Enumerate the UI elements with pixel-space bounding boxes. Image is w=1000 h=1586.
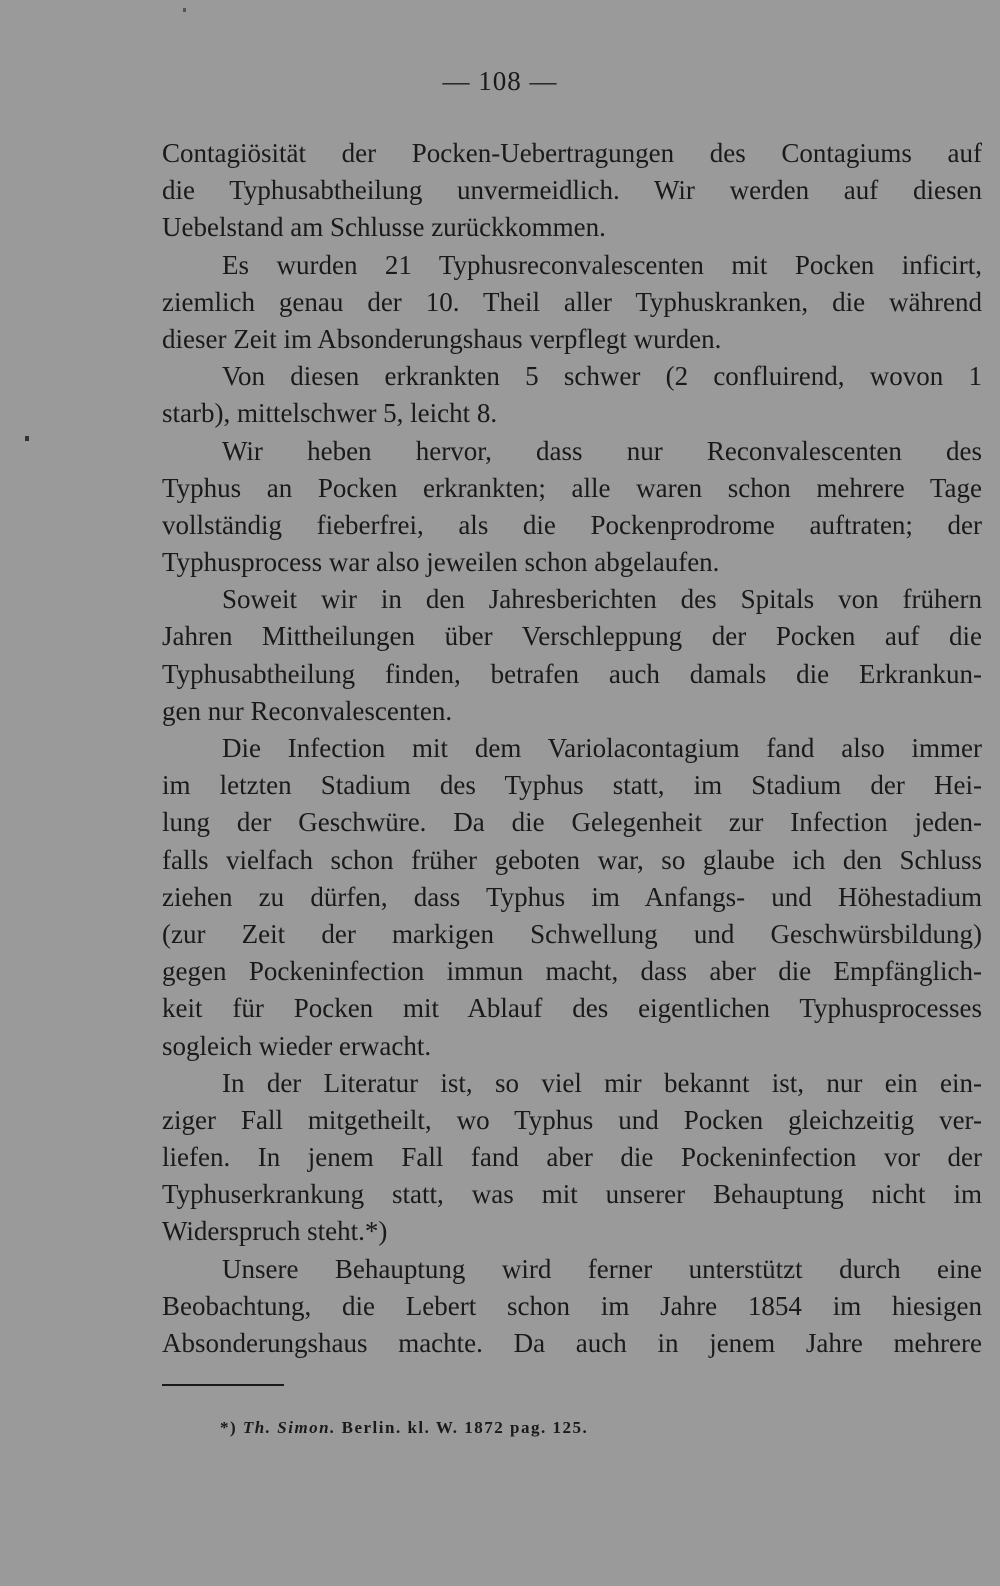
text-line: Typhuserkrankung statt, was mit unserer Behauptung nicht im: [162, 1179, 982, 1210]
text-line: liefen. In jenem Fall fand aber die Pockeninfection vor der: [162, 1142, 982, 1173]
footnote-source: Berlin. kl. W. 1872 pag. 125.: [341, 1418, 589, 1437]
text-line: Absonderungshaus machte. Da auch in jenem Jahre mehrere: [162, 1328, 982, 1358]
text-line: Typhus an Pocken erkrankten; alle waren schon mehrere Tage: [162, 472, 982, 503]
text-line: (zur Zeit der markigen Schwellung und Geschwürsbildung): [162, 918, 982, 949]
text-line: gegen Pockeninfection immun macht, dass aber die Empfänglich-: [162, 956, 982, 987]
text-line: ziehen zu dürfen, dass Typhus im Anfangs- und Höhestadium: [162, 881, 982, 912]
text-line: ziemlich genau der 10. Theil aller Typhuskranken, die während: [162, 286, 982, 317]
footnote: [220, 1418, 588, 1438]
text-line: im letzten Stadium des Typhus statt, im Stadium der Hei-: [162, 770, 982, 801]
text-line: ziger Fall mitgetheilt, wo Typhus und Pocken gleichzeitig ver-: [162, 1104, 982, 1135]
text-line: Es wurden 21 Typhusreconvalescenten mit Pocken inficirt,: [222, 249, 982, 280]
text-line: Unsere Behauptung wird ferner unterstützt durch eine: [222, 1253, 982, 1284]
page-number: — 108 —: [442, 66, 558, 96]
text-line: sogleich wieder erwacht.: [162, 1030, 432, 1061]
text-line: Typhusprocess war also jeweilen schon abgelaufen.: [162, 547, 720, 578]
text-line: die Typhusabtheilung unvermeidlich. Wir werden auf diesen: [162, 175, 982, 206]
text-line: dieser Zeit im Absonderungshaus verpflegt wurden.: [162, 323, 722, 354]
text-line: In der Literatur ist, so viel mir bekannt ist, nur ein ein-: [222, 1067, 982, 1098]
text-line: Contagiösität der Pocken-Uebertragungen des Contagiums auf: [162, 138, 982, 168]
text-line: starb), mittelschwer 5, leicht 8.: [162, 398, 498, 429]
text-line: gen nur Reconvalescenten.: [162, 695, 453, 726]
text-line: Uebelstand am Schlusse zurückkommen.: [162, 212, 606, 243]
text-line: Beobachtung, die Lebert schon im Jahre 1854 im hiesigen: [162, 1290, 982, 1321]
text-line: Soweit wir in den Jahresberichten des Spitals von frühern: [222, 584, 982, 615]
body-text: [162, 135, 982, 1362]
text-line: lung der Geschwüre. Da die Gelegenheit zur Infection jeden-: [162, 807, 982, 838]
scan-speck: [183, 8, 186, 12]
text-line: Von diesen erkrankten 5 schwer (2 confluirend, wovon 1: [222, 361, 982, 392]
footnote-marker: *): [220, 1418, 238, 1437]
text-line: vollständig fieberfrei, als die Pockenprodrome auftraten; der: [162, 509, 982, 540]
footnote-rule: [162, 1384, 284, 1386]
margin-mark: [25, 436, 29, 441]
text-line: Wir heben hervor, dass nur Reconvalescenten des: [222, 435, 982, 466]
footnote-author: Th. Simon.: [242, 1418, 336, 1437]
text-line: keit für Pocken mit Ablauf des eigentlichen Typhusprocesses: [162, 993, 982, 1024]
text-line: Jahren Mittheilungen über Verschleppung der Pocken auf die: [162, 621, 982, 652]
text-line: Die Infection mit dem Variolacontagium fand also immer: [222, 733, 982, 763]
text-line: falls vielfach schon früher geboten war, so glaube ich den Schluss: [162, 844, 982, 875]
text-line: Typhusabtheilung finden, betrafen auch damals die Erkrankun-: [162, 658, 982, 689]
text-line: Widerspruch steht.*): [162, 1216, 388, 1247]
